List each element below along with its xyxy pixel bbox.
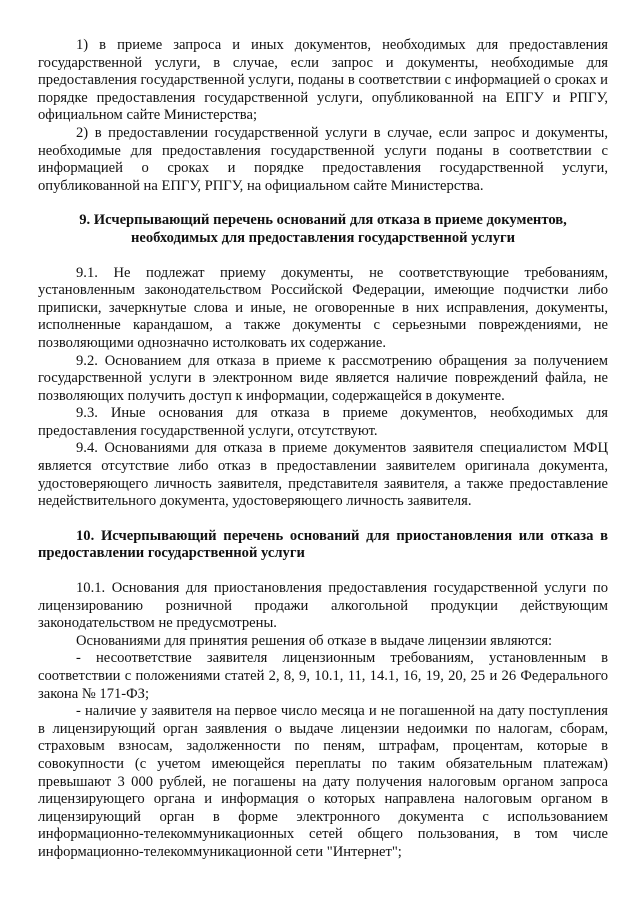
paragraph: 9.1. Не подлежат приему документы, не соответствующие требованиям, установленным законодательством Российской Федерации, имеющие подчистки либо приписки, зачеркнутые слова и иные, не оговоренные в них исправления, документы, исполненные карандашом, а также документы с серьезными повреждениями, не позволяющими однозначно истолковать их содержание. — [38, 264, 608, 351]
paragraph: 10.1. Основания для приостановления предоставления государственной услуги по лицензированию розничной продажи алкогольной продукции действующим законодательством не предусмотрены. — [38, 580, 608, 632]
list-item: - несоответствие заявителя лицензионным требованиям, установленным в соответствии с положениями статей 2, 8, 9, 10.1, 11, 14.1, 16, 19, 20, 25 и 26 Федерального закона № 171-ФЗ; — [38, 650, 608, 702]
paragraph: 9.4. Основаниями для отказа в приеме документов заявителя специалистом МФЦ является отсутствие либо отказ в предоставлении заявителем оригинала документа, удостоверяющего личность заявителя, представителя заявителя, а также предоставление недействительного документа, удостоверяющего личность заявителя. — [38, 440, 608, 510]
paragraph: 1) в приеме запроса и иных документов, необходимых для предоставления государственной услуги, в случае, если запрос и документы, необходимые для предоставления государственной услуги, поданы в соответствии с информацией о сроках и порядке предоставления государственной услуги, опубликованной на ЕПГУ и РПГУ, официальном сайте Министерства; — [38, 37, 608, 124]
section-9-heading: 9. Исчерпывающий перечень оснований для отказа в приеме документов, необходимых для предоставления государственной услуги — [79, 212, 567, 246]
list-item: - наличие у заявителя на первое число месяца и не погашенной на дату поступления в лицензирующий орган заявления о выдаче лицензии недоимки по налогам, сборам, страховым взносам, задолженности по пеням, штрафам, процентам, которые в совокупности (с учетом имеющейся переплаты по таким обязательным платежам) превышают 3 000 рублей, не погашены на дату получения налоговым органом запроса лицензирующего органа и информация о которых направлена налоговым органом в лицензирующий орган в форме электронного документа с использованием информационно-телекоммуникационных сетей общего пользования, в том числе информационно-телекоммуникационной сети "Интернет"; — [38, 703, 608, 860]
paragraph: 9.2. Основанием для отказа в приеме к рассмотрению обращения за получением государственной услуги в электронном виде является наличие повреждений файла, не позволяющих получить доступ к информации, содержащейся в документе. — [38, 352, 608, 404]
paragraph: Основаниями для принятия решения об отказе в выдаче лицензии являются: — [76, 632, 553, 649]
section-10-heading: 10. Исчерпывающий перечень оснований для приостановления или отказа в предоставлении государственной услуги — [38, 527, 608, 562]
paragraph: 2) в предоставлении государственной услуги в случае, если запрос и документы, необходимые для предоставления государственной услуги поданы в соответствии с информацией о сроках и порядке предоставления государственной услуги, опубликованной на ЕПГУ, РПГУ, на официальном сайте Министерства. — [38, 124, 608, 194]
paragraph: 9.3. Иные основания для отказа в приеме документов, необходимых для предоставления государственной услуги, отсутствуют. — [38, 405, 608, 439]
